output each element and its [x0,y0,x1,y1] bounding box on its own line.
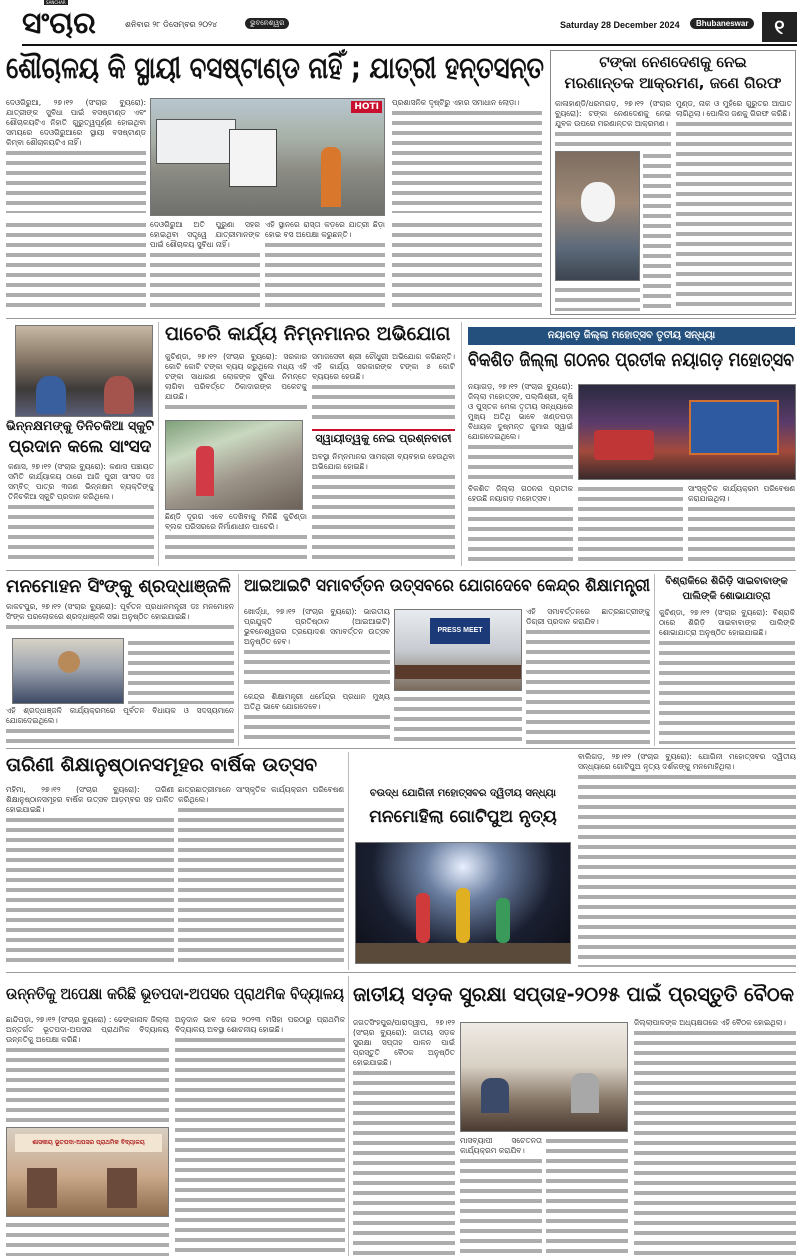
article-body [6,220,146,312]
meeting-photo [460,1022,628,1132]
press-meet-photo [394,609,522,691]
press-meet-banner: PRESS MEET [430,618,490,644]
gotipua-dance-photo [355,842,571,964]
headline-line-2: ମରଣାନ୍ତକ ଆକ୍ରମଣ, ଜଣେ ଗିରଫ [564,74,782,92]
column-divider [348,976,349,1256]
scooty-distribution-photo [15,325,153,417]
article-body: ବିକଶିତ ଜିଲ୍ଲା ଗଠନର ପ୍ରତୀକ ହେଉଛି ନୟାଗଡ଼ ମହୋତ୍ସବ। [468,484,573,564]
kicker: ବଉଦ୍ଧ ଯୋଗିନୀ ମହୋତ୍ସବର ଦ୍ୱିତୀୟ ସନ୍ଧ୍ୟା [369,788,557,799]
subheadline: ସ୍ୱାୟୀତ୍ୱକୁ ନେଇ ପ୍ରଶ୍ନବାଚୀ [315,432,452,445]
street-traffic-photo [150,98,385,216]
page-number: ୧ [762,12,797,42]
article-body: ଅନୁଦାନ ଭାବ ଦେଇ ୨୦୨୩ ମସିହା ପରଠାରୁ ପ୍ରାଥମିକ ବିଦ୍ୟାଳୟ ଅବସ୍ଥା ଶୋଚନୀୟ ହୋଇଛି। [175,1015,345,1255]
wall-construction-photo [165,420,303,510]
article-body: ଛାତ୍ରଛାତ୍ରୀମାନେ ସାଂସ୍କୃତିକ କାର୍ଯ୍ୟକ୍ରମ ପରିବେଷଣ କରିଥିଲେ। [178,785,344,967]
article-body: ମୁଣ୍ଡ, ନାକ ଓ ମୁହଁରେ ଗୁରୁତର ଆଘାତ ଲାଗିଥିଲା। ପୋଲିସ ଜଣକୁ ଗିରଫ କରିଛି। [676,99,792,311]
headline: ମନମୋହନ ସିଂଙ୍କୁ ଶ୍ରଦ୍ଧାଞ୍ଜଳି [6,576,231,597]
article-body: ପ୍ରଶାସନିକ ଦୃଷ୍ଟିରୁ ଏହାର ସମାଧାନ ଲୋଡ଼ା। [392,98,542,213]
article-body: କାଳାହାଣ୍ଡି/ଧରମଗଡ଼, ୨୭।୧୨ (ସଂଚାର ବ୍ୟୁରୋ): ଟଙ୍କା ନେଣଦେଣକୁ ନେଇ ଯୁବକ ଉପରେ ମରଣାନ୍ତକ ଆକ୍ରମଣ। [555,99,671,149]
odia-city-badge: ଭୁବନେଶ୍ୱର [245,18,289,29]
article-body [6,1220,169,1256]
section-divider [6,318,796,319]
section-divider [6,748,796,749]
article-body: ଜିଲ୍ଲାପାଳଙ୍କ ଅଧ୍ୟକ୍ଷତାରେ ଏହି ବୈଠକ ହୋଇଥିଲା। [634,1018,796,1256]
article-body [555,285,640,311]
headline: ଶୌଚାଳୟ କି ସ୍ଥାୟୀ ବସଷ୍ଟାଣ୍ଡ ନାହିଁ ; ଯାତ୍ରୀ ହନ୍ତସନ୍ତ [6,51,544,86]
english-date: Saturday 28 December 2024 [560,20,680,30]
headline: ମନମୋହିଲା ଗୋଟିପୁଅ ନୃତ୍ୟ [369,807,557,827]
article-body [643,151,671,311]
article-attack [550,50,796,315]
column-divider [348,752,349,970]
article-body [394,694,522,744]
section-divider [6,570,796,571]
article-body: କୁଚିଣ୍ଡା, ୨୭।୧୨ (ସଂଚାର ବ୍ୟୁରୋ): ସରକାର କୋଟି କୋଟି ଟଙ୍କା ବ୍ୟୟ କରୁଥିଲେ ମଧ୍ୟ ଏହି ଟଙ୍କା ସାଧାରଣ ଲୋକଙ୍କ ସୁବିଧା ନିମନ୍ତେ ଲାଗିବା ପରିବର୍ତ୍ତେ ଠିକାଦାରଙ୍କ ପକେଟକୁ ଯାଉଛି। [165,352,307,410]
article-body: ଖୋର୍ଦ୍ଧା, ୨୭।୧୨ (ସଂଚାର ବ୍ୟୁରୋ): ଭାରତୀୟ ପ୍ରଯୁକ୍ତି ପ୍ରତିଷ୍ଠାନ (ଆଇଆଇଟି) ଭୁବନେଶ୍ୱରର ତ୍ରୟୋଦଶ ସମାବର୍ତ୍ତନ ଉତ୍ସବ ଅନୁଷ୍ଠିତ ହେବ। [244,607,390,687]
headline-line-1: ବିଶ୍ରାକିରେ ଶିରିଡ଼ି ସାଇବାବାଙ୍କ [665,576,788,587]
article-body [546,1136,628,1256]
article-body: ଦେଓଗିରୁଆ ଅତି ପୁରୁଣା ସହର ହୋଇଥିବା ସତ୍ତ୍ୱେ ଯାତ୍ରୀମାନଙ୍କ ପାଇଁ ଶୌଚାଳୟ ସୁବିଧା ନାହିଁ। [150,220,260,312]
article-body: କାକଟପୁର, ୨୭।୧୨ (ସଂଚାର ବ୍ୟୁରୋ): ପୂର୍ବତନ ପ୍ରଧାନମନ୍ତ୍ରୀ ଡଃ ମନମୋହନ ସିଂଙ୍କ ପରଲୋକରେ ଶ୍ରଦ୍ଧାଞ୍ଜଳି ସଭା ଅନୁଷ୍ଠିତ ହୋଇଯାଇଛି। [6,602,234,634]
headline-line-1: ଭିନ୍ନକ୍ଷମଙ୍କୁ ତିନିଚକିଆ ସ୍କୁଟି [6,419,154,434]
article-body: ଛାନ୍ଦିପଡ଼ା, ୨୭।୧୨ (ସଂଚାର ବ୍ୟୁରୋ) : ଢେଙ୍କାନାଳ ଜିଲ୍ଲା ଅନ୍ତର୍ଗତ ଭୂତପଦା-ଅପସର ପ୍ରାଥମିକ ବିଦ୍ୟାଳୟ ଉନ୍ନତିକୁ ଅପେକ୍ଷା କରିଛି। [6,1015,169,1123]
injured-man-photo [555,151,640,281]
section-banner: ନୟାଗଡ଼ ଜିଲ୍ଲା ମହୋତ୍ସବ ତୃତୀୟ ସନ୍ଧ୍ୟା [468,327,795,345]
article-body [128,638,234,704]
headline-line-1: ଟଙ୍କା ନେଣଦେଣକୁ ନେଇ [599,53,747,71]
article-body: ଅବସ୍ଥା ନିମ୍ନମାନର ସାମଗ୍ରୀ ବ୍ୟବହାର ହେଉଥିବା ଅଭିଯୋଗ ହୋଇଛି। [312,452,455,564]
article-body: ବାଲିଗଡ଼, ୨୭।୧୨ (ସଂଚାର ବ୍ୟୁରୋ): ଯୋଗିନୀ ମହୋତ୍ସବର ଦ୍ୱିତୀୟ ସନ୍ଧ୍ୟାରେ ଗୋଟିପୁଅ ନୃତ୍ୟ ଦର୍ଶକଙ୍କୁ ମନମୋହିଥିଲା। [578,752,796,967]
article-body [578,484,683,564]
article-body: ଦେଓଗିରୁଆ, ୨୭।୧୨ (ସଂଚାର ବ୍ୟୁରୋ): ଯାତ୍ରୀଙ୍କ ସୁବିଧା ପାଇଁ ବସଷ୍ଟାଣ୍ଡ ଏବଂ ଶୌଚାଳୟଟିଏ ନିହାତି ଗୁରୁତ୍ୱପୂର୍ଣ୍ଣ ହୋଇଥିବା ସମୟରେ ଦେଓଗିରୁଆରେ ସ୍ଥାୟୀ ବସଷ୍ଟାଣ୍ଡ କିମ୍ବା ଶୌଚାଳୟଟିଏ ନାହିଁ। [6,98,146,213]
article-body: କଣାସ, ୨୭।୧୨ (ସଂଚାର ବ୍ୟୁରୋ): କଣାସ ପଞ୍ଚାୟତ ସମିତି କାର୍ଯ୍ୟାଳୟ ଠାରେ ଆଜି ପୁରୀ ସାଂସଦ ଡଃ ସମ୍ବିତ୍ ପାତ୍ର ୩ଜଣ ଭିନ୍ନକ୍ଷମ ବ୍ୟକ୍ତିଙ୍କୁ ତିନିଚକିଆ ସ୍କୁଟି ପ୍ରଦାନ କରିଥିଲେ। [8,462,154,564]
section-divider [6,972,796,973]
article-body: କୁଚିଣ୍ଡା, ୨୭।୧୨ (ସଂଚାର ବ୍ୟୁରୋ): ବିଶ୍ରାକି ଠାରେ ଶିରିଡ଼ି ସାଇବାବାଙ୍କ ପାଲିଙ୍କି ଶୋଭାଯାତ୍ରା ଅନୁଷ୍ଠିତ ହୋଇଯାଇଛି। [659,608,795,744]
school-building-photo [6,1127,169,1217]
headline-line-2: ପ୍ରଦାନ କଲେ ସାଂସଦ [8,437,152,457]
odia-date: ଶନିବାର ୨୮ ଡିସେମ୍ବର ୨୦୨୪ [125,20,218,29]
subhead-rule [312,429,455,431]
masthead-rule [22,44,797,46]
festival-stage-photo [578,384,796,480]
headline: ଆଇଆଇଟି ସମାବର୍ତ୍ତନ ଉତ୍ସବରେ ଯୋଗଦେବେ କେନ୍ଦ୍ର ଶିକ୍ଷାମନ୍ତ୍ରୀ [244,576,650,596]
article-body: ଏହି ଶ୍ରଦ୍ଧାଞ୍ଜଳି କାର୍ଯ୍ୟକ୍ରମରେ ପୂର୍ବତନ ବିଧାୟକ ଓ ସଦସ୍ୟମାନେ ଯୋଗଦେଇଥିଲେ। [6,706,234,744]
headline: ତାରିଣୀ ଶିକ୍ଷାନୁଷ୍ଠାନସମୂହର ବାର୍ଷିକ ଉତ୍ସବ [6,754,318,776]
headline: ପାଚେରି କାର୍ଯ୍ୟ ନିମ୍ନମାନର ଅଭିଯୋଗ [165,323,451,345]
column-divider [238,574,239,746]
article-body [392,220,542,312]
headline: ଉନ୍ନତିକୁ ଅପେକ୍ଷା କରିଛି ଭୂତପଦା-ଅପସର ପ୍ରାଥମିକ ବିଦ୍ୟାଳୟ [6,984,344,1003]
hotel-sign: HOTI [351,101,382,113]
logo-small-text: SANCHAR [46,0,66,5]
article-body: ଏହି ସମାବର୍ତ୍ତନରେ ଛାତ୍ରଛାତ୍ରୀଙ୍କୁ ଡିଗ୍ରୀ ପ୍ରଦାନ କରାଯିବ। [526,607,650,744]
masthead [0,0,800,46]
photo-caption: ଛିଣ୍ଡି ଦୂରଗ ଏବେ ଦେଖିବାକୁ ମିଳିଛି କୁଚିଣ୍ଡା ବ୍ଲକ ପରିସରରେ ନିର୍ମାଣାଧୀନ ପାଚେରି। [165,512,307,564]
school-sign: ଶାସକୀୟ ଭୂତପଦା-ଅପସର ପ୍ରାଥମିକ ବିଦ୍ୟାଳୟ [15,1134,162,1152]
article-body: ମାସବ୍ୟାପୀ ସଚେତନତା କାର୍ଯ୍ୟକ୍ରମ କରାଯିବ। [460,1136,542,1256]
article-body: ଜଗତସିଂହପୁର/ପାରାଦ୍ୱୀପ, ୨୭।୧୨ (ସଂଚାର ବ୍ୟୁରୋ): ଜାତୀୟ ସଡ଼କ ସୁରକ୍ଷା ସପ୍ତାହ ପାଳନ ପାଇଁ ପ୍ରସ୍ତୁତି ବୈଠକ ଅନୁଷ୍ଠିତ ହୋଇଯାଇଛି। [353,1018,455,1256]
article-body: ଏହି ସ୍ଥାନରେ ରାସ୍ତା କଡ଼ରେ ଯାତ୍ରୀ ଛିଡ଼ା ହୋଇ ବସ ଅପେକ୍ଷା କରୁଛନ୍ତି। [265,220,385,312]
headline-line-2: ପାଲିଙ୍କି ଶୋଭାଯାତ୍ରା [682,591,771,602]
article-body: ସାଂସ୍କୃତିକ କାର୍ଯ୍ୟକ୍ରମ ପରିବେଷଣ କରାଯାଇଥିଲା। [688,484,795,564]
article-body: ମହିମା, ୨୭।୧୨ (ସଂଚାର ବ୍ୟୁରୋ): ତାରିଣୀ ଶିକ୍ଷାନୁଷ୍ଠାନସମୂହର ବାର୍ଷିକ ଉତ୍ସବ ଆଡ଼ମ୍ବର ସହ ପାଳିତ ହୋଇଯାଇଛି। [6,785,174,967]
article-body: କେନ୍ଦ୍ର ଶିକ୍ଷାମନ୍ତ୍ରୀ ଧର୍ମେନ୍ଦ୍ର ପ୍ରଧାନ ମୁଖ୍ୟ ଅତିଥି ଭାବେ ଯୋଗଦେବେ। [244,692,390,744]
tribute-meeting-photo [12,638,124,704]
headline: ଜାତୀୟ ସଡ଼କ ସୁରକ୍ଷା ସପ୍ତାହ-୨୦୨୫ ପାଇଁ ପ୍ରସ୍ତୁତି ବୈଠକ [353,982,794,1006]
city-badge: Bhubaneswar [690,18,754,29]
headline: ବିକଶିତ ଜିଲ୍ଲା ଗଠନର ପ୍ରତୀକ ନୟାଗଡ଼ ମହୋତ୍ସବ [468,349,794,371]
column-divider [158,322,159,566]
column-divider [654,574,655,746]
logo: ସଂଚାର [22,6,96,41]
column-divider [461,322,462,566]
article-body: ସମାଜସେବୀ ଶ୍ରୀ ଚୌଧୁରୀ ଅଭିଯୋଗ କରିଛନ୍ତି। ଏହି କାର୍ଯ୍ୟ ସରକାରଙ୍କ ଟଙ୍କା ୫ କୋଟି ବ୍ୟୟରେ ହେଉଛି। [312,352,455,424]
article-body: ନୟାଗଡ଼, ୨୭।୧୨ (ସଂଚାର ବ୍ୟୁରୋ): ଜିଲ୍ଲା ମହୋତ୍ସବ, ପଲ୍ଲିଶ୍ରୀ, କୃଷି ଓ ପୁସ୍ତକ ମେଳା ତୃତୀୟ ସନ୍ଧ୍ୟାରେ ମୁଖ୍ୟ ଅତିଥି ଭାବେ ଖଣ୍ଡପଡ଼ା ବିଧାୟକ ଦୁଷ୍ମନ୍ତ କୁମାର ସ୍ୱାଇଁ ଯୋଗଦେଇଥିଲେ। [468,382,573,480]
